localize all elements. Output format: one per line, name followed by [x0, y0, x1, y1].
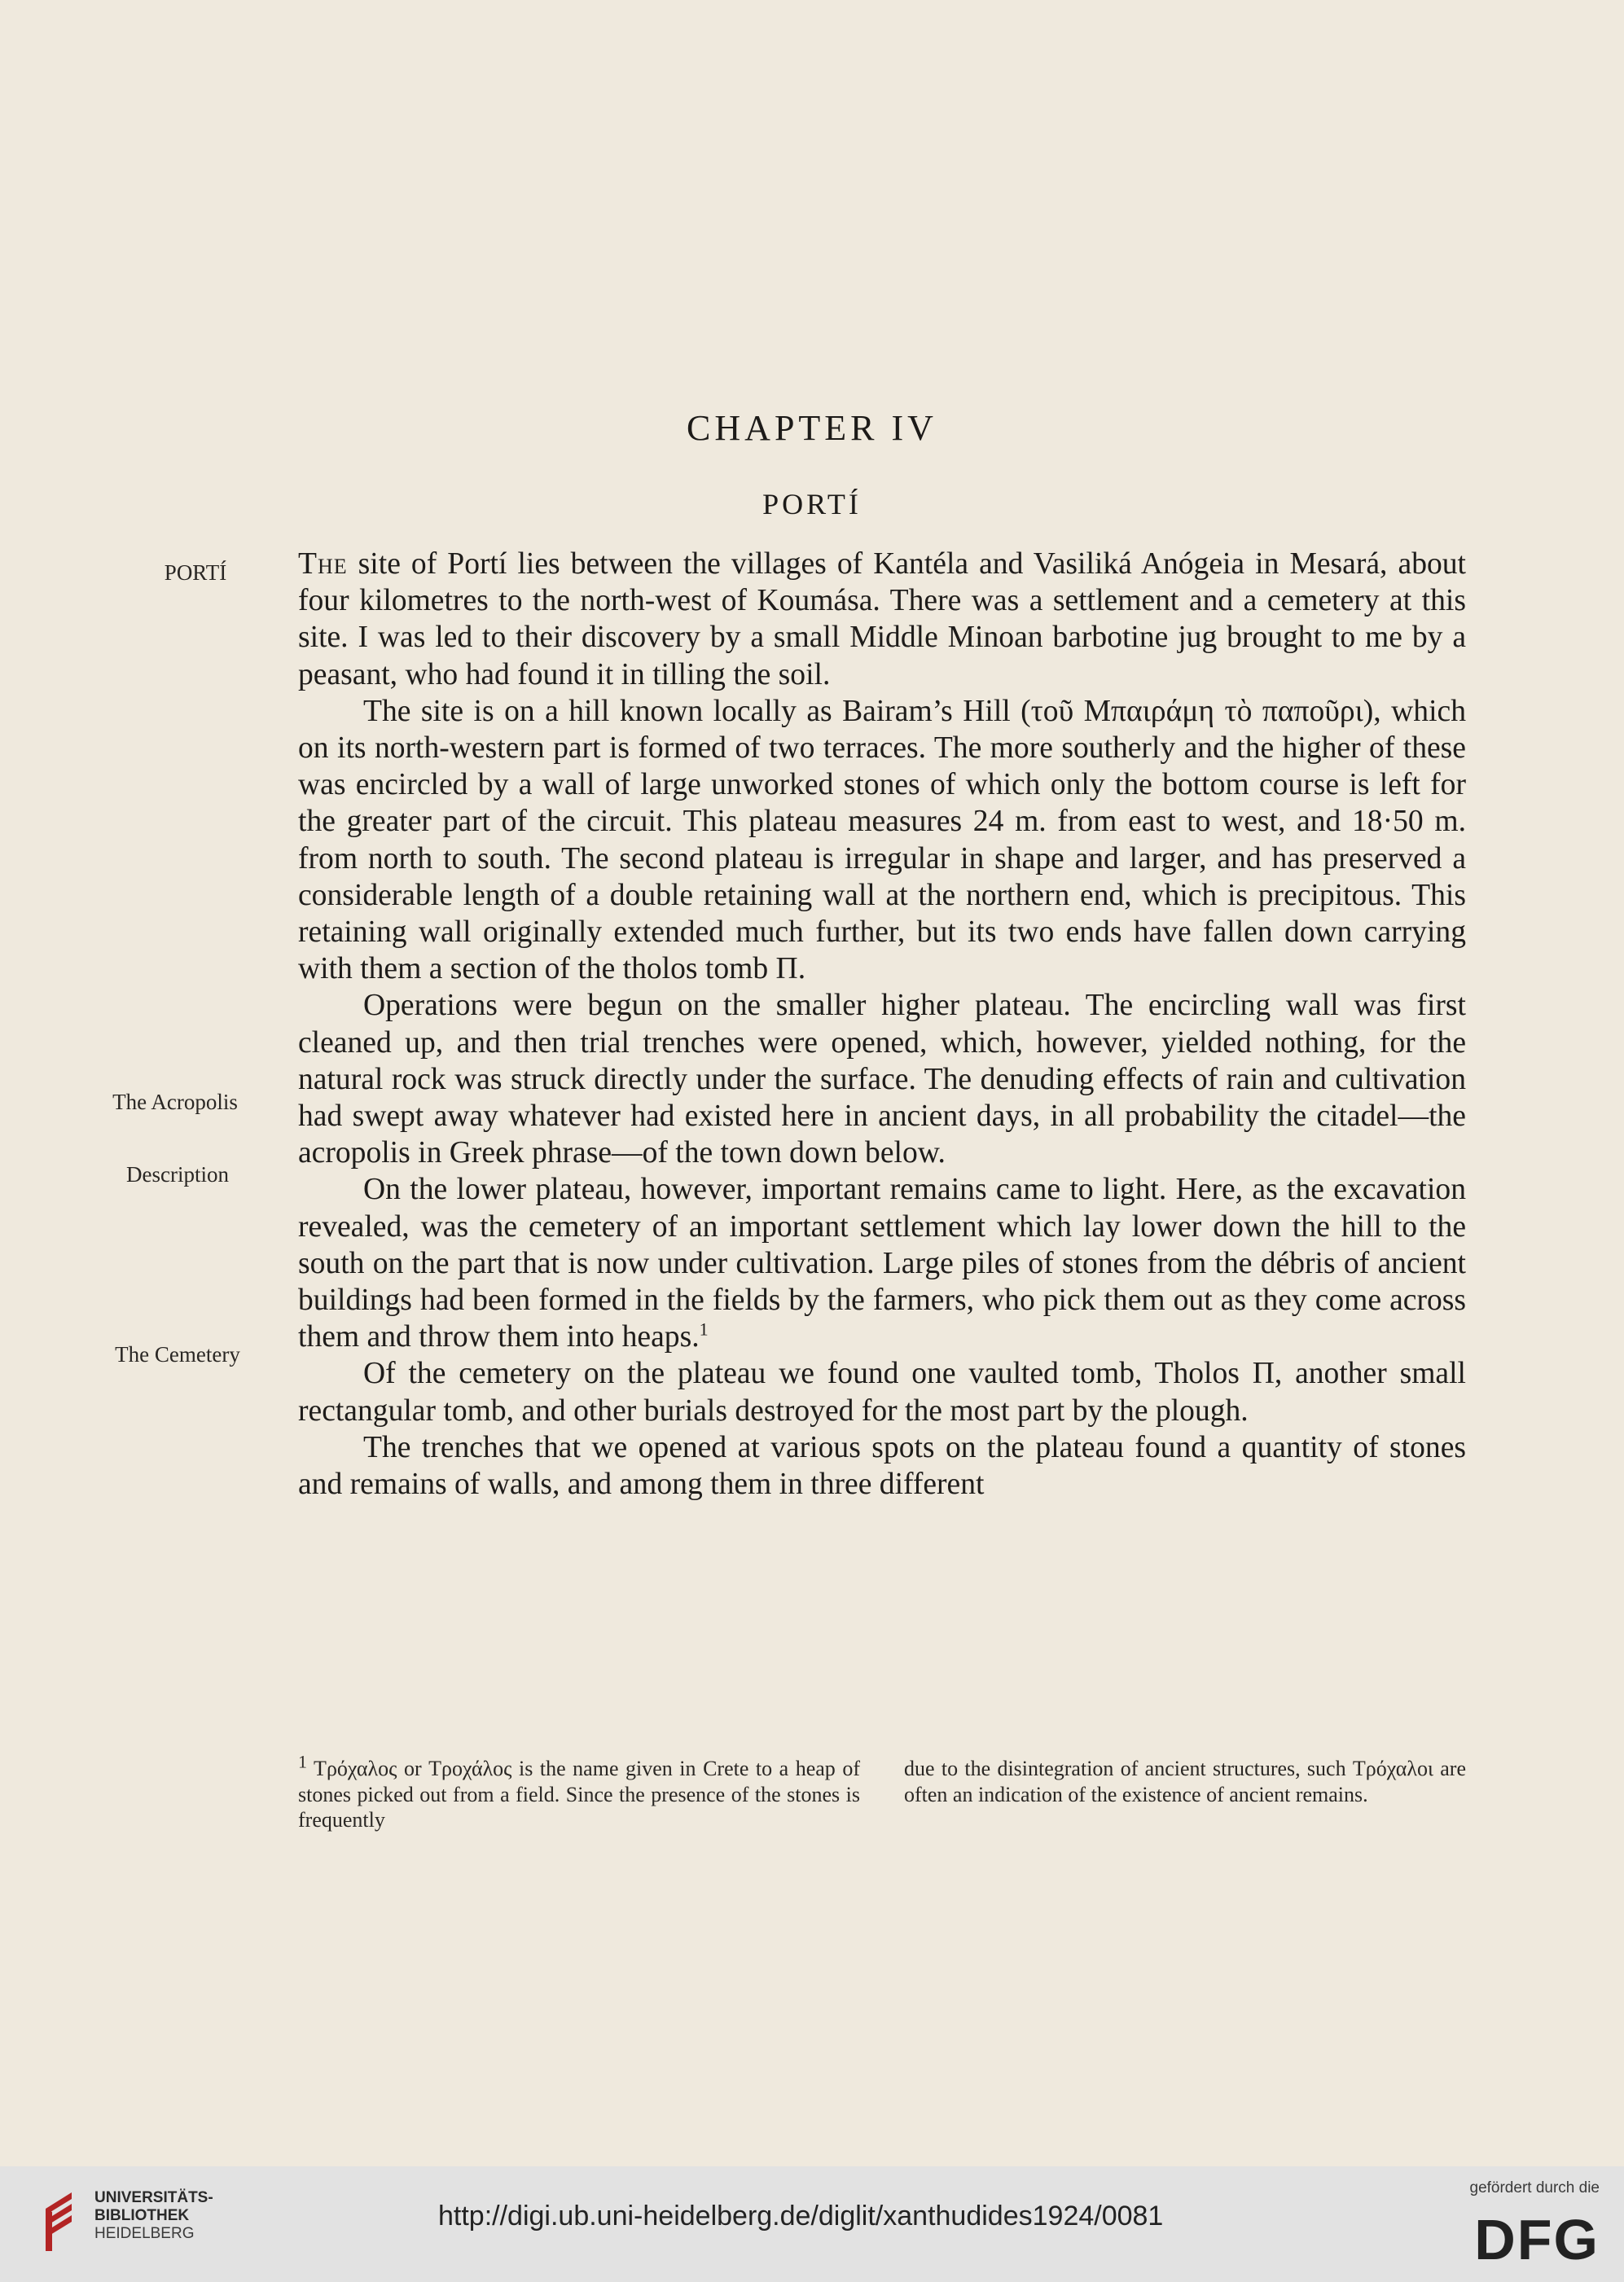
footnote-marker: 1	[298, 1751, 307, 1772]
footnote-text-1: Τρόχαλος or Τροχάλος is the name given in Crete to a heap of stones picked out from a field. Since the presence of the stones is frequently	[298, 1757, 860, 1832]
paragraph-5: Of the cemetery on the plateau we found one vaulted tomb, Tholos Π, another small rectangular tomb, and other burials destroyed for the most part by the plough.	[298, 1357, 1466, 1428]
footnote-reference: 1	[699, 1319, 709, 1340]
chapter-subtitle: PORTÍ	[762, 488, 862, 520]
body-text	[298, 546, 1466, 1503]
margin-note-description: Description	[126, 1162, 229, 1187]
paragraph-6: The trenches that we opened at various spots on the plateau found a quantity of stones and remains of walls, and among them in three different	[298, 1430, 1466, 1502]
paragraph-4-text: On the lower plateau, however, important remains came to light. Here, as the excavation revealed, was the cemetery of an important settlement which lay lower down the hill to the south on the part that is now under cultivation. Large piles of stones from the débris of ancient buildings had been formed in the fields by the farmers, who pick them out as they come across them and throw them into heaps.	[298, 1173, 1466, 1354]
logo-line-2: BIBLIOTHEK	[94, 2207, 190, 2224]
margin-note-porti: PORTÍ	[164, 560, 227, 585]
paragraph-3: Operations were begun on the smaller higher plateau. The encircling wall was first cleaned up, and then trial trenches were opened, which, however, yielded nothing, for the natural rock was struck directly under the surface. The denuding effects of rain and cultivation had swept away whatever had existed here in ancient days, in all probability the citadel—the acropolis in Greek phrase—of the town down below.	[298, 989, 1466, 1170]
permalink-url[interactable]: http://digi.ub.uni-heidelberg.de/diglit/xanthudides1924/0081	[438, 2201, 1164, 2232]
university-library-logo-icon	[39, 2184, 88, 2258]
funded-by-label: gefördert durch die	[1469, 2179, 1600, 2196]
university-library-logo-text	[94, 2189, 213, 2243]
paragraph-1	[298, 546, 1466, 693]
footnote-column-2: due to the disintegration of ancient structures, such Τρόχαλοι are often an indication of the existence of ancient remains.	[904, 1757, 1466, 1806]
logo-line-3: HEIDELBERG	[94, 2225, 195, 2242]
chapter-title: CHAPTER IV	[687, 408, 937, 448]
margin-note-cemetery: The Cemetery	[115, 1342, 240, 1367]
paragraph-4	[298, 1171, 1466, 1355]
paragraph-2: The site is on a hill known locally as Bairam’s Hill (τοῦ Μπαιράμη τὸ παποῦρι), which on its north-western part is formed of two terraces. The more southerly and the higher of these was encircled by a wall of large unworked stones of which only the bottom course is left for the greater part of the circuit. This plateau measures 24 m. from east to west, and 18·50 m. from north to south. The second plateau is irregular in shape and larger, and has preserved a considerable length of a double retaining wall at the northern end, which is precipitous. This retaining wall originally extended much further, but its two ends have fallen down carrying with them a section of the tholos tomb Π.	[298, 694, 1466, 986]
footnote-column-1	[298, 1751, 860, 1833]
digitization-footer	[0, 2166, 1624, 2282]
footnotes	[298, 1751, 1466, 1833]
paragraph-1-lead: The	[298, 547, 348, 581]
margin-note-acropolis: The Acropolis	[112, 1090, 238, 1114]
paragraph-1-text: site of Portí lies between the villages of Kantéla and Vasiliká Anógeia in Mesará, about four kilometres to the north-west of Koumása. There was a settlement and a cemetery at this site. I was led to their discovery by a small Middle Minoan barbotine jug brought to me by a peasant, who had found it in tilling the soil.	[298, 547, 1466, 691]
logo-line-1: UNIVERSITÄTS-	[94, 2189, 213, 2206]
dfg-logo: DFG	[1474, 2208, 1600, 2271]
